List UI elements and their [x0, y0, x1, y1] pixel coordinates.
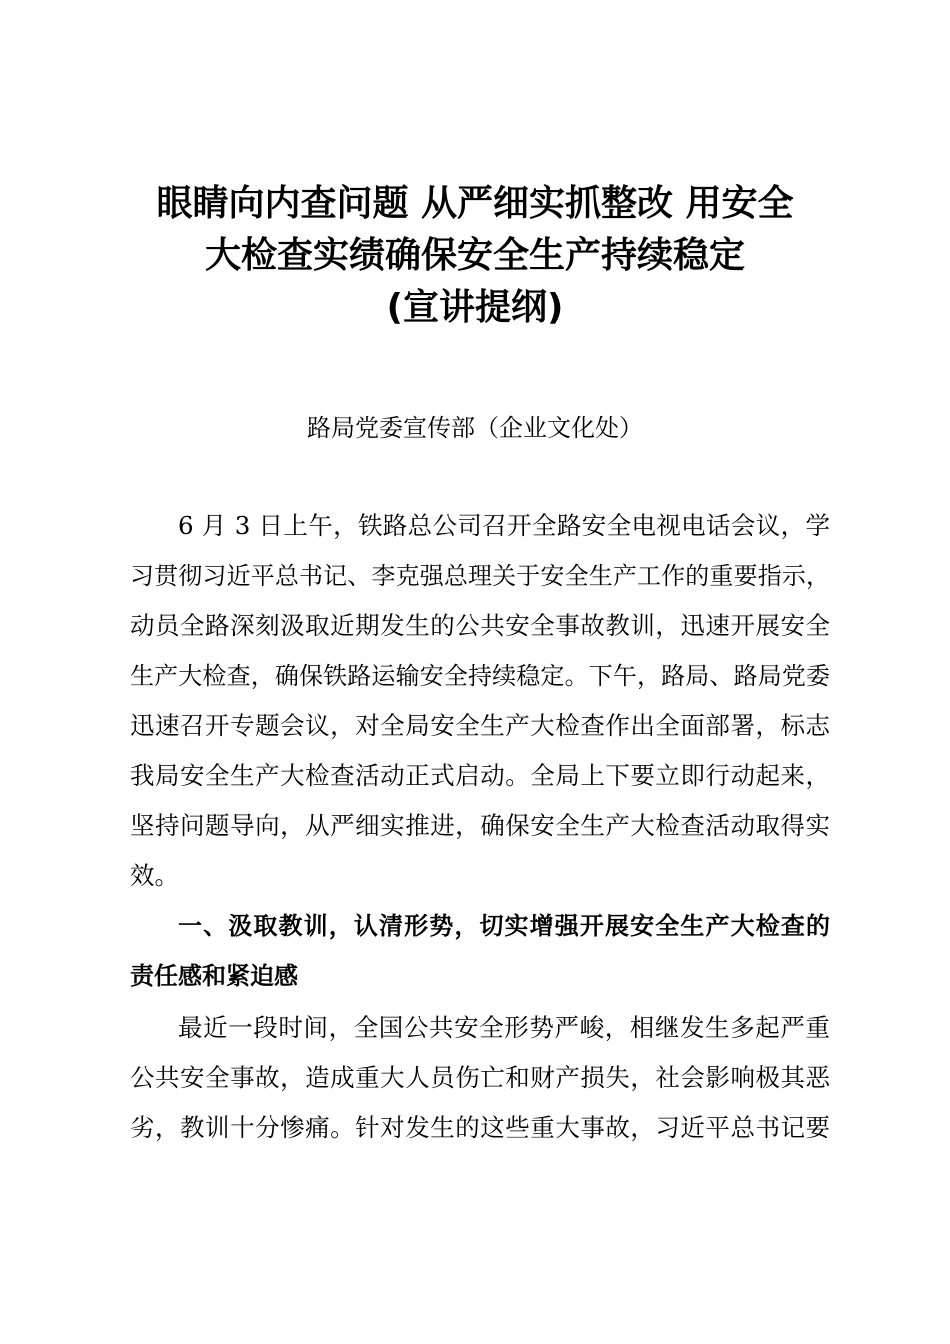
document-title-line-3: (宣讲提纲)	[386, 287, 564, 328]
paragraph-1-line-1: 6 月 3 日上午，铁路总公司召开全路安全电视电话会议，学	[178, 511, 830, 540]
paragraph-1-line-5: 迅速召开专题会议，对全局安全生产大检查作出全面部署，标志	[130, 711, 830, 740]
paragraph-1-line-8: 效。	[130, 861, 179, 890]
paragraph-1-line-7: 坚持问题导向，从严细实推进，确保安全生产大检查活动取得实	[130, 811, 830, 840]
paragraph-1-line-6: 我局安全生产大检查活动正式启动。全局上下要立即行动起来，	[130, 761, 830, 790]
paragraph-2-line-2: 公共安全事故，造成重大人员伤亡和财产损失，社会影响极其恶	[130, 1063, 830, 1092]
paragraph-1-line-3: 动员全路深刻汲取近期发生的公共安全事故教训，迅速开展安全	[130, 611, 830, 640]
paragraph-1-line-2: 习贯彻习近平总书记、李克强总理关于安全生产工作的重要指示，	[130, 562, 830, 590]
document-title-line-1: 眼睛向内查问题 从严细实抓整改 用安全	[156, 183, 794, 224]
document-title-line-2: 大检查实绩确保安全生产持续稳定	[204, 235, 745, 276]
paragraph-2-line-1: 最近一段时间，全国公共安全形势严峻，相继发生多起严重	[178, 1013, 830, 1042]
issuing-organization: 路局党委宣传部（企业文化处）	[307, 414, 643, 442]
section-1-heading-line-2: 责任感和紧迫感	[130, 962, 298, 990]
paragraph-2-line-3: 劣，教训十分惨痛。针对发生的这些重大事故，习近平总书记要	[130, 1113, 830, 1142]
section-1-heading-line-1: 一、汲取教训，认清形势，切实增强开展安全生产大检查的	[178, 912, 830, 940]
paragraph-1-line-4: 生产大检查，确保铁路运输安全持续稳定。下午，路局、路局党委	[130, 662, 830, 690]
